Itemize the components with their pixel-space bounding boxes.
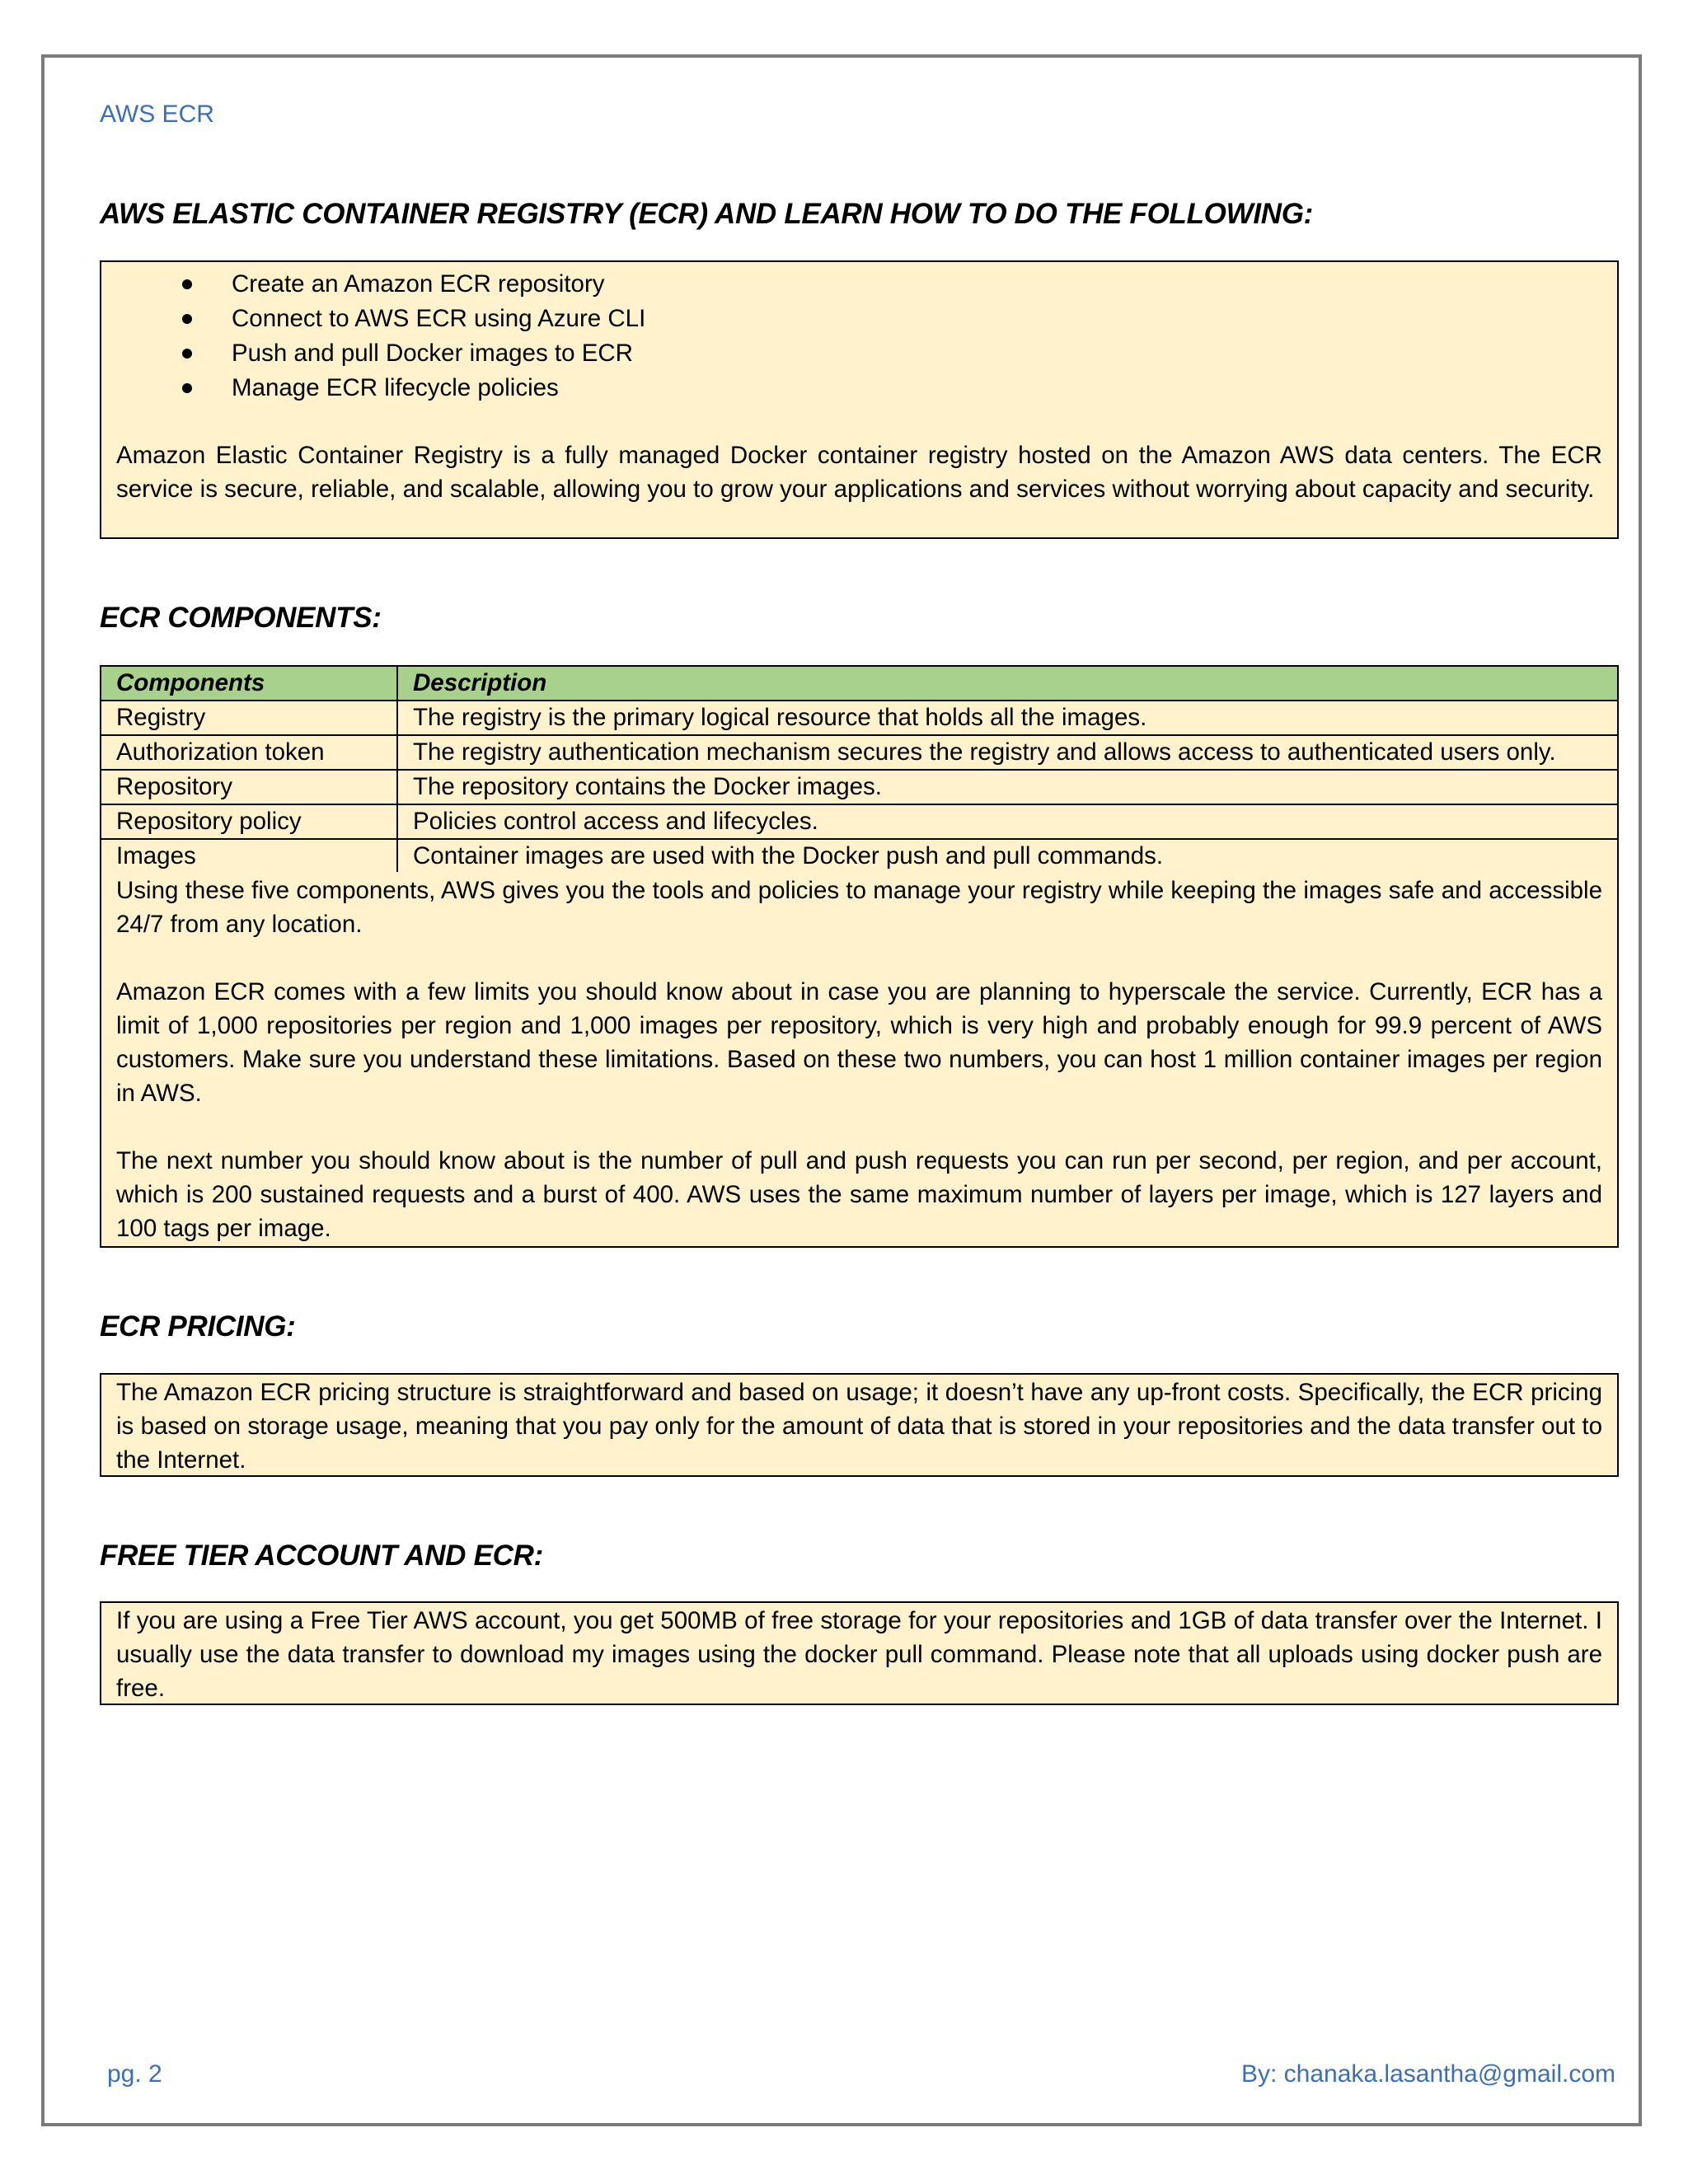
list-item: Push and pull Docker images to ECR — [116, 336, 1602, 371]
intro-paragraph: Amazon Elastic Container Registry is a fully managed Docker container registry hosted on the Amazon AWS data centers. The ECR service is secure, reliable, and scalable, allowing you to grow your applications and services without worrying about capacity and security. — [116, 442, 1602, 503]
components-notes-box — [100, 872, 1619, 1248]
components-heading: ECR COMPONENTS: — [100, 602, 382, 634]
components-paragraph: The next number you should know about is the number of pull and push requests you can run per second, per region, and per account, which is 200 sustained requests and a burst of 400. AWS uses the same maximum number of layers per image, which is 127 layers and 100 tags per image. — [116, 1147, 1602, 1242]
table-cell: Registry — [101, 701, 397, 735]
author-credit: By: chanaka.lasantha@gmail.com — [1240, 2060, 1615, 2088]
table-cell: Authorization token — [101, 735, 397, 770]
pricing-heading: ECR PRICING: — [100, 1310, 296, 1343]
table-cell: Repository — [101, 770, 397, 804]
bullet-icon — [182, 349, 192, 359]
table-header-row — [101, 666, 1618, 701]
list-item: Connect to AWS ECR using Azure CLI — [116, 302, 1602, 336]
free-tier-heading: FREE TIER ACCOUNT AND ECR: — [100, 1540, 543, 1572]
pricing-box — [100, 1373, 1619, 1477]
table-cell: Repository policy — [101, 804, 397, 839]
table-cell: The registry is the primary logical resource that holds all the images. — [397, 701, 1618, 735]
list-item: Create an Amazon ECR repository — [116, 267, 1602, 302]
free-tier-paragraph: If you are using a Free Tier AWS account, you get 500MB of free storage for your repositories and 1GB of data transfer over the Internet. I usually use the data transfer to download my images using the docker pull command. Please note that all uploads using docker push are free. — [116, 1607, 1602, 1702]
intro-bullet-list — [116, 267, 1602, 405]
table-cell: The repository contains the Docker images. — [397, 770, 1618, 804]
bullet-icon — [182, 314, 192, 324]
table-row — [101, 804, 1618, 839]
page-header: AWS ECR — [100, 101, 214, 128]
components-paragraph: Amazon ECR comes with a few limits you should know about in case you are planning to hyperscale the service. Currently, ECR has a limit of 1,000 repositories per region and 1,000 images per repository, which is very high and probably enough for 99.9 percent of AWS customers. Make sure you understand these limitations. Based on these two numbers, you can host 1 million container images per region in AWS. — [116, 978, 1602, 1107]
pricing-paragraph: The Amazon ECR pricing structure is straightforward and based on usage; it doesn’t have any up-front costs. Specifically, the ECR pricing is based on storage usage, meaning that you pay only for the amount of data that is stored in your repositories and the data transfer out to the Internet. — [116, 1379, 1602, 1474]
table-row — [101, 701, 1618, 735]
components-table — [100, 665, 1619, 874]
column-header: Description — [397, 666, 1618, 701]
table-cell: Images — [101, 839, 397, 874]
table-cell: Policies control access and lifecycles. — [397, 804, 1618, 839]
table-row — [101, 770, 1618, 804]
table-row — [101, 839, 1618, 874]
table-row — [101, 735, 1618, 770]
column-header: Components — [101, 666, 397, 701]
components-paragraph: Using these five components, AWS gives you the tools and policies to manage your registry while keeping the images safe and accessible 24/7 from any location. — [116, 877, 1602, 938]
list-item: Manage ECR lifecycle policies — [116, 371, 1602, 405]
table-cell: The registry authentication mechanism secures the registry and allows access to authenticated users only. — [397, 735, 1618, 770]
bullet-icon — [182, 279, 192, 289]
free-tier-box — [100, 1601, 1619, 1705]
page-number: pg. 2 — [107, 2060, 162, 2088]
intro-box — [100, 260, 1619, 539]
bullet-icon — [182, 383, 192, 393]
intro-heading: AWS ELASTIC CONTAINER REGISTRY (ECR) AND LEARN HOW TO DO THE FOLLOWING: — [100, 198, 1314, 230]
table-cell: Container images are used with the Docker push and pull commands. — [397, 839, 1618, 874]
